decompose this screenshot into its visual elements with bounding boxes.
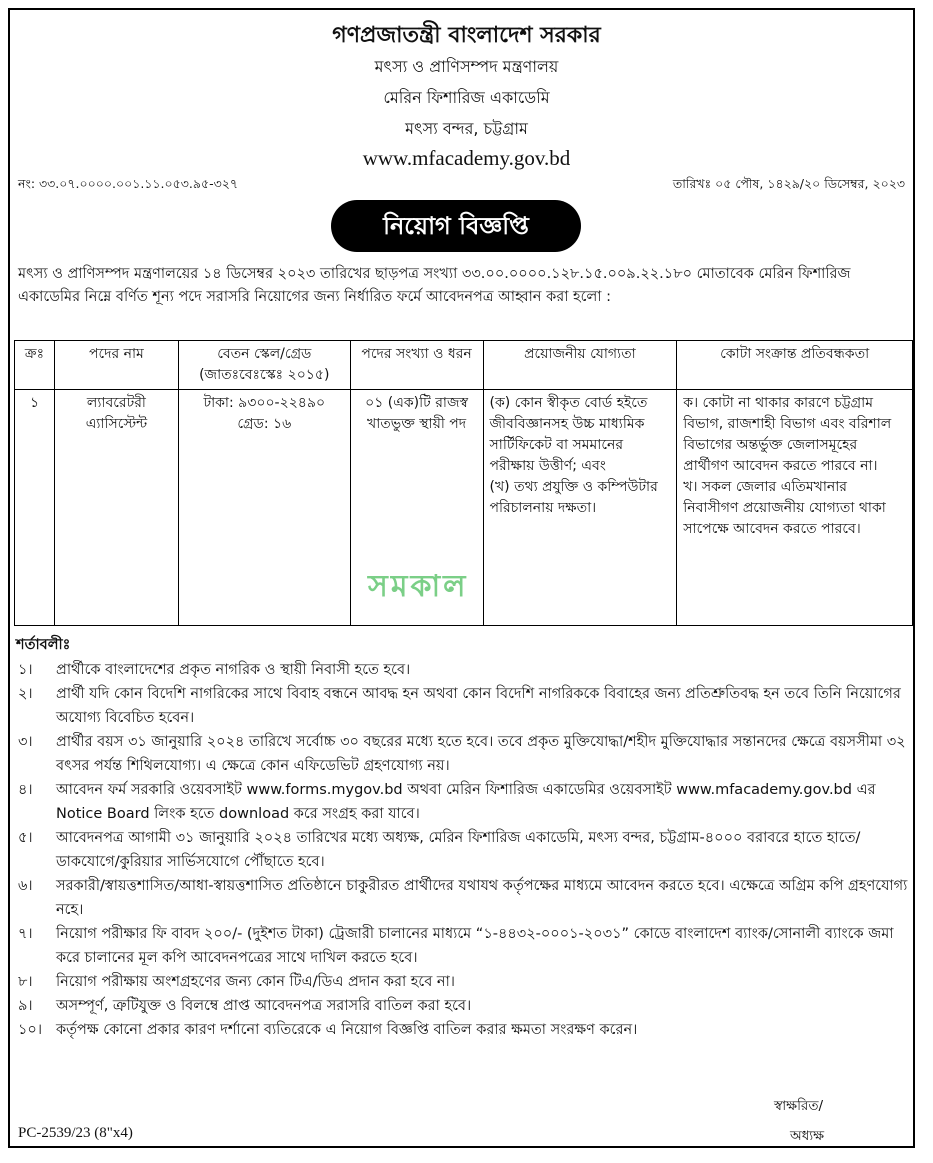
cell-quota <box>677 390 913 626</box>
list-item <box>14 970 913 994</box>
pc-code: PC-2539/23 (8"x4) <box>18 1125 133 1141</box>
cell-qualification <box>483 390 677 626</box>
table-header-row <box>15 341 913 390</box>
notice-title: নিয়োগ বিজ্ঞপ্তি <box>331 200 581 252</box>
ministry-name: মৎস্য ও প্রাণিসম্পদ মন্ত্রণালয় <box>374 57 559 76</box>
list-item <box>14 730 913 778</box>
quota-b: খ। সকল জেলার এতিমখানার নিবাসীগণ প্রয়োজনীয় যোগ্যতা থাকা সাপেক্ষে আবেদন করতে পারবে। <box>683 479 886 537</box>
term-number: ১০। <box>18 1022 43 1038</box>
academy-name: মেরিন ফিশারিজ একাডেমি <box>383 88 550 107</box>
term-number: ৪। <box>18 782 33 798</box>
signatory-designation: অধ্যক্ষ <box>790 1128 825 1144</box>
term-number: ৭। <box>18 926 33 942</box>
term-text: নিয়োগ পরীক্ষায় অংশগ্রহণের জন্য কোন টিএ/ডিএ প্রদান করা হবে না। <box>56 974 455 990</box>
term-number: ৫। <box>18 830 33 846</box>
header-serial: ক্রঃ <box>15 341 55 390</box>
term-text: প্রার্থী যদি কোন বিদেশি নাগরিকের সাথে বিবাহ বন্ধনে আবদ্ধ হন অথবা কোন বিদেশি নাগরিককে বিবাহের জন্য প্রতিশ্রুতিবদ্ধ হন তবে তিনি নিয়োগের অযোগ্য বিবেচিত হবেন। <box>56 686 901 726</box>
list-item <box>14 922 913 970</box>
pay-scale-value: টাকা: ৯৩০০-২২৪৯০ <box>203 395 326 411</box>
list-item <box>14 682 913 730</box>
cell-serial: ১ <box>15 390 55 626</box>
terms-heading: শর্তাবলীঃ <box>16 637 71 653</box>
government-title: গণপ্রজাতন্ত্রী বাংলাদেশ সরকার <box>332 23 601 48</box>
list-item <box>14 826 913 874</box>
list-item <box>14 874 913 922</box>
intro-paragraph: মৎস্য ও প্রাণিসম্পদ মন্ত্রণালয়ের ১৪ ডিসেম্বর ২০২৩ তারিখের ছাড়পত্র সংখ্যা ৩৩.০০.০০০০.১২৮.১৫.০০৯.২২.১৮০ মোতাবেক মেরিন ফিশারিজ একাডেমির নিম্নে বর্ণিত শূন্য পদে সরাসরি নিয়োগের জন্য নির্ধারিত ফর্মে আবেদনপত্র আহ্বান করা হলো : <box>18 266 851 305</box>
academy-website: www.mfacademy.gov.bd <box>362 146 571 170</box>
term-text: আবেদন ফর্ম সরকারি ওয়েবসাইট www.forms.mygov.bd অথবা মেরিন ফিশারিজ একাডেমির ওয়েবসাইট www.mfacademy.gov.bd এর Notice Board লিংক হতে download করে সংগ্রহ করা যাবে। <box>56 782 876 822</box>
academy-address: মৎস্য বন্দর, চট্টগ্রাম <box>405 119 528 138</box>
term-number: ২। <box>18 686 33 702</box>
memo-number: নং: ৩৩.০৭.০০০০.০০১.১১.০৫৩.৯৫-৩২৭ <box>18 176 238 191</box>
terms-list <box>14 658 913 1042</box>
term-text: সরকারী/স্বায়ত্তশাসিত/আধা-স্বায়ত্তশাসিত প্রতিষ্ঠানে চাকুরীরত প্রার্থীদের যথাযথ কর্তৃপক্ষের মাধ্যমে আবেদন করতে হবে। এক্ষেত্রে অগ্রিম কপি গ্রহণযোগ্য নহে। <box>56 878 908 918</box>
qualification-a: (ক) কোন স্বীকৃত বোর্ড হইতে জীববিজ্ঞানসহ উচ্চ মাধ্যমিক সার্টিফিকেট বা সমমানের পরীক্ষায় উত্তীর্ণ; এবং <box>489 395 648 474</box>
notice-date: তারিখঃ ০৫ পৌষ, ১৪২৯/২০ ডিসেম্বর, ২০২৩ <box>672 176 905 191</box>
term-number: ৯। <box>18 998 33 1014</box>
header-qualification: প্রয়োজনীয় যোগ্যতা <box>483 341 677 390</box>
header-post-name: পদের নাম <box>54 341 178 390</box>
term-number: ৮। <box>18 974 33 990</box>
list-item <box>14 1018 913 1042</box>
newspaper-watermark: সমকাল <box>368 569 469 604</box>
cell-post-count: ০১ (এক)টি রাজস্ব খাতভুক্ত স্থায়ী পদ <box>350 390 483 626</box>
list-item <box>14 778 913 826</box>
term-text: প্রার্থীর বয়স ৩১ জানুয়ারি ২০২৪ তারিখে সর্বোচ্চ ৩০ বছরের মধ্যে হতে হবে। তবে প্রকৃত মুক্তিযোদ্ধা/শহীদ মুক্তিযোদ্ধার সন্তানদের ক্ষেত্রে বয়সসীমা ৩২ বৎসর পর্যন্ত শিথিলযোগ্য। এ ক্ষেত্রে কোন এফিডেভিট গ্রহণযোগ্য নয়। <box>56 734 906 774</box>
cell-pay-scale <box>178 390 350 626</box>
term-text: অসম্পূর্ণ, ত্রুটিযুক্ত ও বিলম্বে প্রাপ্ত আবেদনপত্র সরাসরি বাতিল করা হবে। <box>56 998 472 1014</box>
header-quota: কোটা সংক্রান্ত প্রতিবন্ধকতা <box>677 341 913 390</box>
signed-label: স্বাক্ষরিত/ <box>774 1098 824 1114</box>
header-pay-scale: বেতন স্কেল/গ্রেড (জাতঃবেঃস্কেঃ ২০১৫) <box>178 341 350 390</box>
term-text: নিয়োগ পরীক্ষার ফি বাবদ ২০০/- (দুইশত টাকা) ট্রেজারী চালানের মাধ্যমে “১-৪৪৩২-০০০১-২০৩১” কোডে বাংলাদেশ ব্যাংক/সোনালী ব্যাংকে জমা করে চালানের মূল কপি আবেদনপত্রের সাথে দাখিল করতে হবে। <box>56 926 894 966</box>
term-text: প্রার্থীকে বাংলাদেশের প্রকৃত নাগরিক ও স্থায়ী নিবাসী হতে হবে। <box>56 662 411 678</box>
list-item <box>14 994 913 1018</box>
cell-post-name: ল্যাবরেটরী এ্যাসিস্টেন্ট <box>54 390 178 626</box>
term-number: ৩। <box>18 734 33 750</box>
term-number: ৬। <box>18 878 33 894</box>
quota-a: ক। কোটা না থাকার কারণে চট্টগ্রাম বিভাগ, রাজশাহী বিভাগ এবং বরিশাল বিভাগের অন্তর্ভুক্ত জেলাসমূহের প্রার্থীগণ আবেদন করতে পারবে না। <box>683 395 892 474</box>
grade-value: গ্রেড: ১৬ <box>237 416 292 432</box>
qualification-b: (খ) তথ্য প্রযুক্তি ও কম্পিউটার পরিচালনায় দক্ষতা। <box>489 479 658 516</box>
term-number: ১। <box>18 662 33 678</box>
header-post-count: পদের সংখ্যা ও ধরন <box>350 341 483 390</box>
term-text: কর্তৃপক্ষ কোনো প্রকার কারণ দর্শানো ব্যতিরেকে এ নিয়োগ বিজ্ঞপ্তি বাতিল করার ক্ষমতা সংরক্ষণ করেন। <box>56 1022 638 1038</box>
list-item <box>14 658 913 682</box>
term-text: আবেদনপত্র আগামী ৩১ জানুয়ারি ২০২৪ তারিখের মধ্যে অধ্যক্ষ, মেরিন ফিশারিজ একাডেমি, মৎস্য বন্দর, চট্টগ্রাম-৪০০০ বরাবরে হাতে হাতে/ডাকযোগে/কুরিয়ার সার্ভিসযোগে পৌঁছাতে হবে। <box>56 830 861 870</box>
